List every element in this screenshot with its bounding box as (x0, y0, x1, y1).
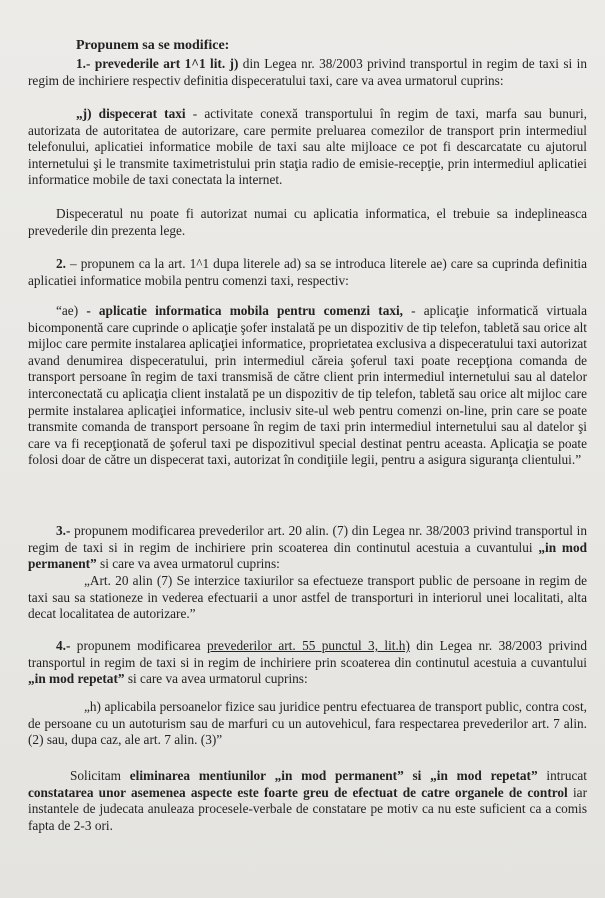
section-4-lead-c: si care va avea urmatorul cuprins: (124, 671, 308, 687)
section-2-number: 2. (56, 256, 66, 271)
section-2-definition (28, 303, 587, 469)
section-3-number: 3.- (56, 523, 71, 538)
section-1-intro (28, 56, 587, 89)
section-2-def-text: - aplicaţie informatică virtuala bicomponentă care cuprinde o aplicaţie şofer instalată pe un dispozitiv de tip telefon, tabletă sau orice alt mijloc care permite instalarea aplicaţiei informatice, proprietatea exclusiva a dispeceratului taxi autorizat avand denumirea dispeceratului, prin intermediul căreia şoferul taxi poate recepţiona comanda de transport persoane în regim de taxi transmisă de către client prin intermediul internetului sau al datelor interconectată cu aplicaţia client instalată pe un dispozitiv de tip telefon, tabletă sau orice alt mijloc care permite instalarea aplicaţiei informatice, inclusiv site-ul web pentru comenzi on-line, prin care se poate transmite comanda de transport persoane în regim de taxi prin intermediul internetului sau al datelor şi care va fi recepţionată de şoferul taxi pe dispozitivul special destinat pentru aceasta. Aplicaţia se poate folosi doar de către un dispecerat taxi, autorizat în condiţiile legii, pentru a asigura siguranţa clientului.” (28, 303, 588, 468)
section-4-lead-underlined: prevederilor art. 55 punctul 3, lit.h) (206, 638, 410, 653)
closing-bold-2: constatarea unor asemenea aspecte este foarte greu de efectuat de catre organele de control (28, 784, 568, 800)
section-1-def-term: dispecerat taxi (98, 106, 186, 121)
section-1-definition (28, 106, 587, 189)
section-3-lead-b: si care va avea urmatorul cuprins: (96, 556, 280, 572)
section-3-intro (28, 523, 587, 573)
section-4-lead-b: din Legea nr. 38/2003 privind transportul in regim de taxi si in regim de inchiriere prin scoaterea din continutul acestuia a cuvantului (28, 638, 587, 670)
document-title: Propunem sa se modifice: (76, 38, 230, 53)
closing-paragraph (28, 768, 587, 834)
section-4-number: 4.- (56, 638, 71, 653)
closing-a: Solicitam (70, 768, 130, 783)
section-1-lead-text: din Legea nr. 38/2003 privind transportul in regim de taxi si in regim de inchiriere respectiv definitia dispeceratului taxi, care va avea urmatorul cuprins: (28, 56, 587, 88)
section-1-note: Dispeceratul nu poate fi autorizat numai cu aplicatia informatica, el trebuie sa indeplineasca prevederile din prezenta lege. (28, 206, 587, 238)
section-3-lead-bold: „in mod permanent” (28, 539, 587, 572)
closing-bold-1: eliminarea mentiunilor „in mod permanent” si „in mod repetat” (129, 768, 538, 783)
section-2-lead: – propunem ca la art. 1^1 dupa literele ad) sa se introduca literele ae) care sa cuprinda definitia aplicatiei informatice mobila pentru comenzi taxi, respectiv: (28, 256, 587, 288)
section-3-quote: „Art. 20 alin (7) Se interzice taxiurilor sa efectueze transport public de persoane in regim de taxi sau sa stationeze in vederea efectuarii a unor astfel de transporturi in interiorul unei localitati, alta decat localitatea de autorizare.” (28, 573, 587, 622)
section-2-def-open: “ae) (56, 303, 79, 318)
section-4-lead-bold: „in mod repetat” (28, 671, 125, 687)
section-3-lead-a: propunem modificarea prevederilor art. 20 alin. (7) din Legea nr. 38/2003 privind transportul in regim de taxi si in regim de inchiriere prin scoaterea din continutul acestuia a cuvantului (28, 523, 587, 555)
section-1-number: 1.- (76, 56, 91, 71)
section-4-quote: „h) aplicabila persoanelor fizice sau juridice pentru efectuarea de transport public, contra cost, de persoane cu un autoturism sau de marfuri cu un autovehicul, fara respectarea prevederilor art. 7 alin. (2) sau, dupa caz, ale art. 7 alin. (3)” (28, 699, 587, 748)
section-1-def-text: - activitate conexă transportului în regim de taxi, marfa sau bunuri, autorizata de autoritatea de autorizare, care permite preluarea comezilor de transport prin intermediul telefonului, aplicatiei informatice mobile de taxi sau alte mijloace ce pot fi descarcatate cu ajutorul internetului şi le transmite taximetristului prin staţia radio de emisie-recepţie, prin intermediul aplicatiei informatice mobile de taxi conectata la internet. (28, 106, 587, 188)
section-2-intro (28, 256, 587, 289)
section-1-def-open: „j) (76, 106, 92, 121)
closing-d: iar instantele de judecata anuleaza procesele-verbale de constatare pe motiv ca nu este suficient ca a comis fapta de 2-3 ori. (28, 784, 587, 833)
section-4-lead-a: propunem modificarea (70, 638, 207, 653)
closing-c: intrucat (537, 768, 588, 783)
section-1-lead-bold: prevederile art 1^1 lit. j) (94, 56, 239, 71)
section-2-def-term: - aplicatie informatica mobila pentru comenzi taxi, (86, 303, 404, 318)
section-4-intro (28, 638, 587, 688)
